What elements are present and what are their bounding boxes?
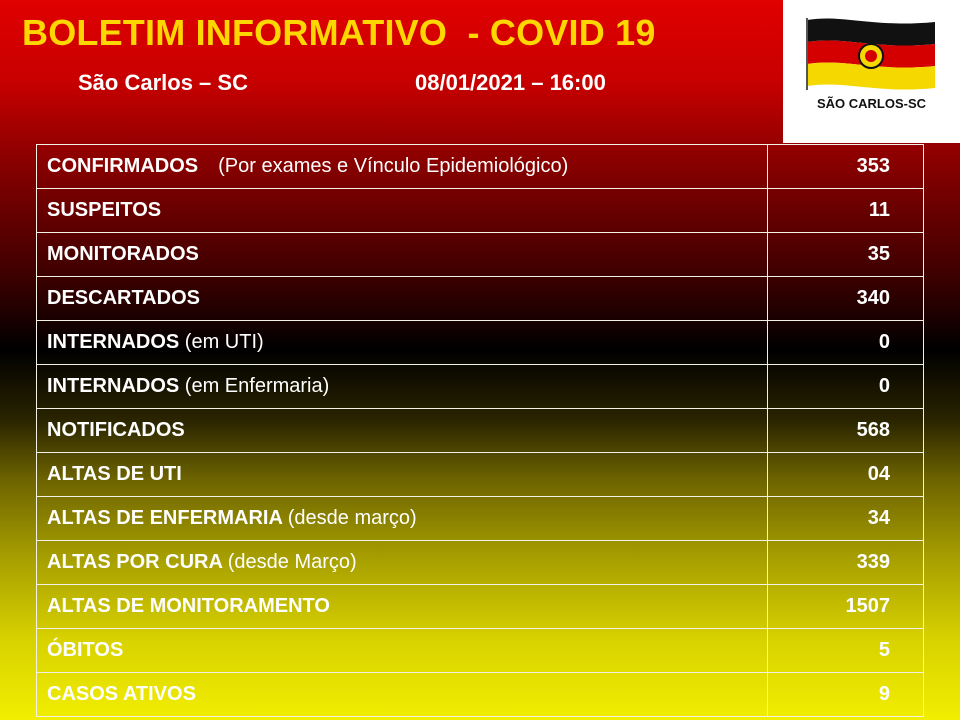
municipal-logo — [783, 0, 960, 143]
row-label: DESCARTADOS — [47, 287, 200, 309]
row-note: (em Enfermaria) — [184, 375, 330, 397]
row-label-cell — [37, 497, 768, 541]
row-note: (desde março) — [287, 507, 417, 529]
row-label-cell — [37, 277, 768, 321]
row-value: 04 — [767, 453, 923, 497]
row-label: ALTAS DE ENFERMARIA — [47, 507, 283, 529]
table-row — [37, 453, 924, 497]
row-value: 1507 — [767, 585, 923, 629]
row-label: INTERNADOS — [47, 331, 180, 353]
bulletin-title: BOLETIM INFORMATIVO - COVID 19 — [22, 12, 656, 53]
row-value: 0 — [767, 365, 923, 409]
row-label-cell — [37, 629, 768, 673]
row-label: SUSPEITOS — [47, 199, 162, 221]
row-label: MONITORADOS — [47, 243, 199, 265]
row-value: 340 — [767, 277, 923, 321]
row-label: ALTAS POR CURA — [47, 551, 223, 573]
row-label-cell — [37, 145, 768, 189]
table-row — [37, 277, 924, 321]
table-row — [37, 145, 924, 189]
row-note: (desde Março) — [227, 551, 357, 573]
row-label-cell — [37, 453, 768, 497]
row-label: ÓBITOS — [47, 639, 124, 661]
table-row — [37, 365, 924, 409]
row-label-cell — [37, 189, 768, 233]
row-label-cell — [37, 233, 768, 277]
table-row — [37, 585, 924, 629]
row-label: ALTAS DE UTI — [47, 463, 182, 485]
row-label: CONFIRMADOS — [47, 155, 199, 177]
row-value: 5 — [767, 629, 923, 673]
table-row — [37, 233, 924, 277]
row-label-cell — [37, 541, 768, 585]
table-row — [37, 541, 924, 585]
row-note: (em UTI) — [184, 331, 264, 353]
row-value: 35 — [767, 233, 923, 277]
row-value: 339 — [767, 541, 923, 585]
table-row — [37, 189, 924, 233]
table-row — [37, 629, 924, 673]
row-value: 568 — [767, 409, 923, 453]
table-row — [37, 321, 924, 365]
table-row — [37, 409, 924, 453]
row-label-cell — [37, 673, 768, 717]
row-label: ALTAS DE MONITORAMENTO — [47, 595, 330, 617]
row-label-cell — [37, 409, 768, 453]
row-note: (Por exames e Vínculo Epidemiológico) — [218, 155, 569, 177]
logo-caption: SÃO CARLOS-SC — [816, 96, 927, 111]
row-label: NOTIFICADOS — [47, 419, 185, 441]
row-value: 0 — [767, 321, 923, 365]
row-value: 353 — [767, 145, 923, 189]
row-label-cell — [37, 585, 768, 629]
covid-stats-table — [36, 144, 924, 717]
row-label-cell — [37, 365, 768, 409]
row-value: 34 — [767, 497, 923, 541]
city-label: São Carlos – SC — [78, 70, 248, 95]
row-value: 11 — [767, 189, 923, 233]
table-row — [37, 673, 924, 717]
row-label: CASOS ATIVOS — [47, 683, 196, 705]
date-time-label: 08/01/2021 – 16:00 — [415, 70, 606, 95]
row-label-cell — [37, 321, 768, 365]
table-row — [37, 497, 924, 541]
row-value: 9 — [767, 673, 923, 717]
row-label: INTERNADOS — [47, 375, 180, 397]
sao-carlos-flag-icon — [803, 14, 939, 94]
